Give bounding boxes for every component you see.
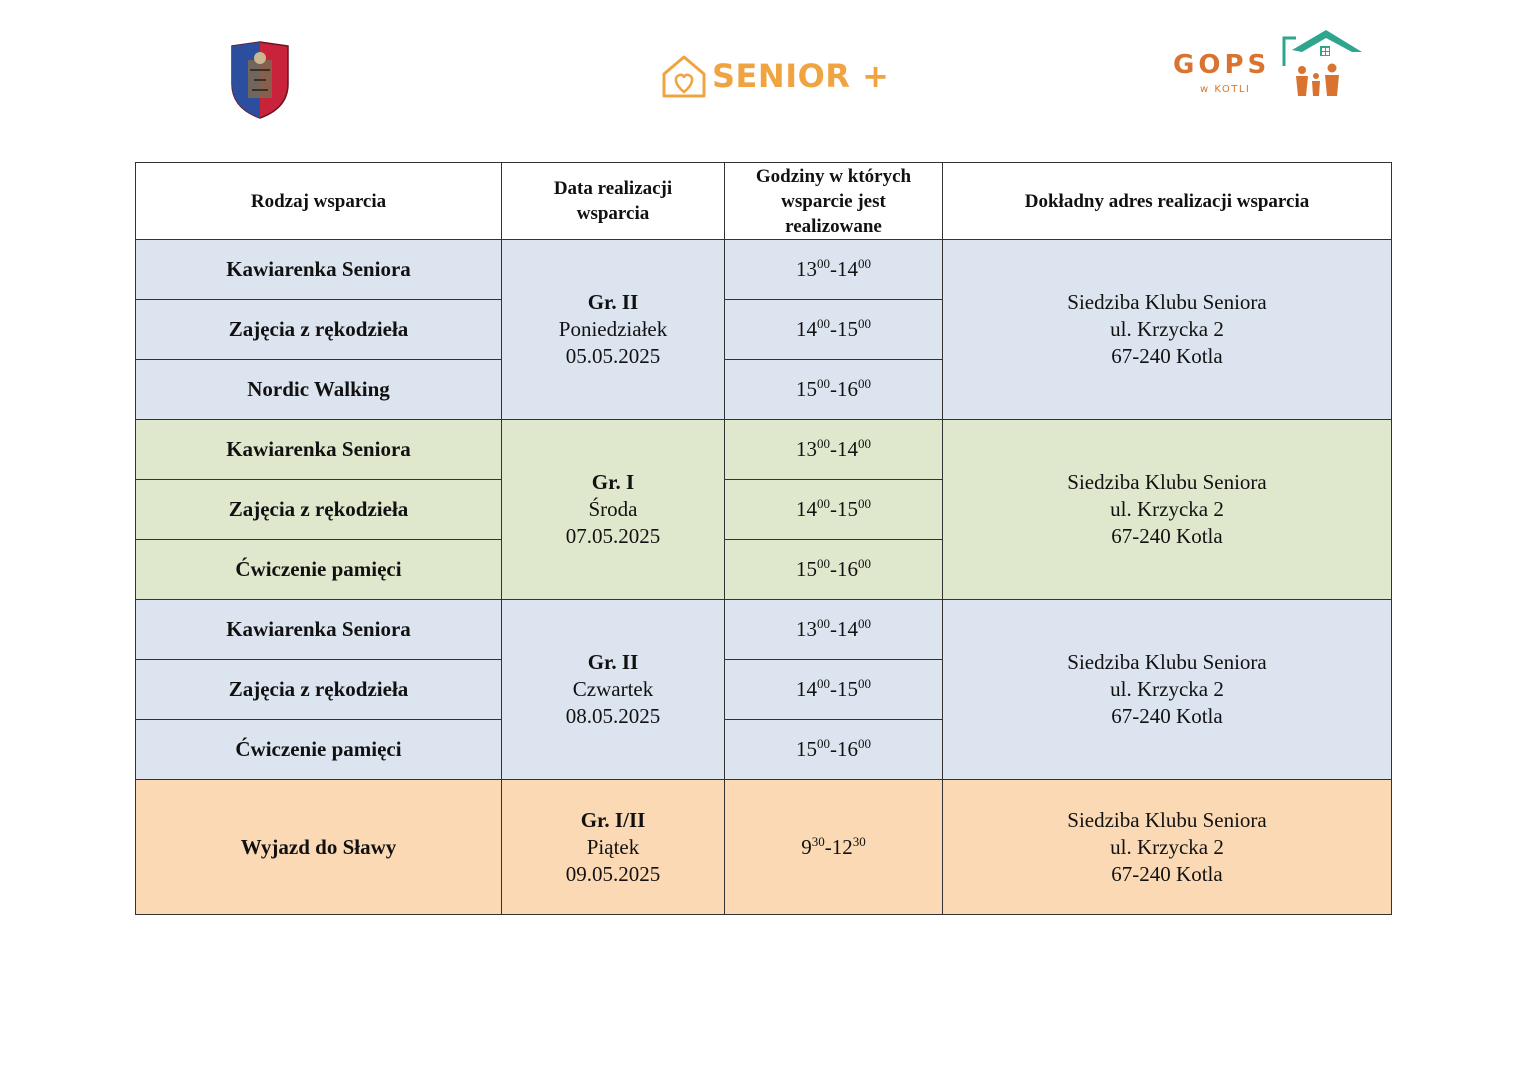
table-row <box>136 420 1392 480</box>
time-to-m: 00 <box>858 676 871 691</box>
activity-cell: Kawiarenka Seniora <box>136 240 502 300</box>
time-from-h: 15 <box>796 377 817 401</box>
time-from-h: 14 <box>796 317 817 341</box>
time-to-h: 16 <box>837 737 858 761</box>
header-hours: Godziny w których wsparcie jest realizowane <box>725 163 943 240</box>
hours-cell <box>725 240 943 300</box>
time-to-m: 00 <box>858 736 871 751</box>
date-date: 05.05.2025 <box>565 344 661 368</box>
table-row <box>136 240 1392 300</box>
date-group: Gr. I <box>591 470 635 494</box>
time-to-h: 15 <box>837 497 858 521</box>
address-line: 67-240 Kotla <box>1111 344 1223 368</box>
hours-cell <box>725 300 943 360</box>
time-from-h: 14 <box>796 677 817 701</box>
time-from-h: 13 <box>796 617 817 641</box>
crest-logo <box>228 40 292 120</box>
time-to-m: 00 <box>858 556 871 571</box>
hours-cell <box>725 660 943 720</box>
time-from-h: 13 <box>796 437 817 461</box>
time-from-m: 30 <box>811 833 825 849</box>
hours-cell <box>725 360 943 420</box>
time-to-h: 12 <box>831 834 853 859</box>
table-header-row <box>136 163 1392 240</box>
address-cell <box>943 600 1392 780</box>
time-from-m: 00 <box>817 676 830 691</box>
time-to-h: 14 <box>837 617 858 641</box>
time-to-m: 30 <box>852 833 866 849</box>
time-from-m: 00 <box>817 496 830 511</box>
activity-cell: Wyjazd do Sławy <box>136 780 502 915</box>
time-sep: - <box>824 834 832 859</box>
activity-cell: Zajęcia z rękodzieła <box>136 480 502 540</box>
date-group: Gr. II <box>587 290 639 314</box>
header-support-type: Rodzaj wsparcia <box>136 163 502 240</box>
schedule-table <box>135 162 1392 915</box>
header-address: Dokładny adres realizacji wsparcia <box>943 163 1392 240</box>
time-to-m: 00 <box>858 436 871 451</box>
time-to-m: 00 <box>858 316 871 331</box>
time-from-m: 00 <box>817 616 830 631</box>
date-day: Czwartek <box>572 677 654 701</box>
date-group: Gr. I/II <box>580 807 646 832</box>
address-line: 67-240 Kotla <box>1111 704 1223 728</box>
time-from-m: 00 <box>817 316 830 331</box>
time-to-m: 00 <box>858 256 871 271</box>
address-line: ul. Krzycka 2 <box>1110 497 1224 521</box>
time-sep: - <box>830 557 837 581</box>
activity-cell: Kawiarenka Seniora <box>136 420 502 480</box>
date-day: Środa <box>588 497 638 521</box>
hours-cell <box>725 540 943 600</box>
house-heart-icon <box>660 52 708 100</box>
time-from-m: 00 <box>817 736 830 751</box>
time-to-h: 14 <box>837 257 858 281</box>
time-from-m: 00 <box>817 376 830 391</box>
time-from-h: 9 <box>801 834 812 859</box>
senior-plus-logo <box>660 50 889 102</box>
table-row <box>136 600 1392 660</box>
time-from-h: 15 <box>796 557 817 581</box>
gops-logo-subtitle: w KOTLI <box>1200 84 1251 95</box>
address-line: ul. Krzycka 2 <box>1110 834 1224 859</box>
time-to-h: 15 <box>837 317 858 341</box>
time-from-m: 00 <box>817 256 830 271</box>
address-cell <box>943 780 1392 915</box>
address-line: ul. Krzycka 2 <box>1110 317 1224 341</box>
hours-cell <box>725 720 943 780</box>
address-line: Siedziba Klubu Seniora <box>1067 807 1267 832</box>
time-sep: - <box>830 317 837 341</box>
date-cell <box>502 420 725 600</box>
header-date: Data realizacji wsparcia <box>502 163 725 240</box>
time-to-h: 14 <box>837 437 858 461</box>
activity-cell: Zajęcia z rękodzieła <box>136 300 502 360</box>
address-line: ul. Krzycka 2 <box>1110 677 1224 701</box>
activity-cell: Ćwiczenie pamięci <box>136 540 502 600</box>
senior-plus-text: SENIOR + <box>712 57 890 95</box>
family-house-icon <box>1282 28 1364 100</box>
time-sep: - <box>830 737 837 761</box>
date-date: 08.05.2025 <box>565 704 661 728</box>
hours-cell <box>725 480 943 540</box>
time-from-m: 00 <box>817 436 830 451</box>
date-date: 09.05.2025 <box>565 861 661 886</box>
hours-cell <box>725 420 943 480</box>
address-line: Siedziba Klubu Seniora <box>1067 290 1267 314</box>
date-cell <box>502 240 725 420</box>
time-sep: - <box>830 497 837 521</box>
time-sep: - <box>830 437 837 461</box>
time-sep: - <box>830 677 837 701</box>
time-from-m: 00 <box>817 556 830 571</box>
address-cell <box>943 240 1392 420</box>
activity-cell: Kawiarenka Seniora <box>136 600 502 660</box>
time-to-h: 15 <box>837 677 858 701</box>
coat-of-arms-icon <box>228 40 292 120</box>
date-group: Gr. II <box>587 650 639 674</box>
address-cell <box>943 420 1392 600</box>
address-line: Siedziba Klubu Seniora <box>1067 470 1267 494</box>
time-sep: - <box>830 617 837 641</box>
time-to-m: 00 <box>858 496 871 511</box>
date-cell <box>502 780 725 915</box>
date-date: 07.05.2025 <box>565 524 661 548</box>
date-day: Piątek <box>586 834 640 859</box>
hours-cell <box>725 780 943 915</box>
time-to-m: 00 <box>858 616 871 631</box>
activity-cell: Zajęcia z rękodzieła <box>136 660 502 720</box>
activity-cell: Nordic Walking <box>136 360 502 420</box>
time-from-h: 15 <box>796 737 817 761</box>
time-to-m: 00 <box>858 376 871 391</box>
date-day: Poniedziałek <box>558 317 668 341</box>
time-to-h: 16 <box>837 557 858 581</box>
activity-cell: Ćwiczenie pamięci <box>136 720 502 780</box>
time-from-h: 14 <box>796 497 817 521</box>
address-line: 67-240 Kotla <box>1111 524 1223 548</box>
time-sep: - <box>830 257 837 281</box>
time-from-h: 13 <box>796 257 817 281</box>
gops-logo <box>1170 28 1370 103</box>
address-line: 67-240 Kotla <box>1111 861 1223 886</box>
table-row <box>136 780 1392 915</box>
address-line: Siedziba Klubu Seniora <box>1067 650 1267 674</box>
hours-cell <box>725 600 943 660</box>
time-to-h: 16 <box>837 377 858 401</box>
date-cell <box>502 600 725 780</box>
time-sep: - <box>830 377 837 401</box>
gops-logo-text: GOPS <box>1173 50 1271 80</box>
